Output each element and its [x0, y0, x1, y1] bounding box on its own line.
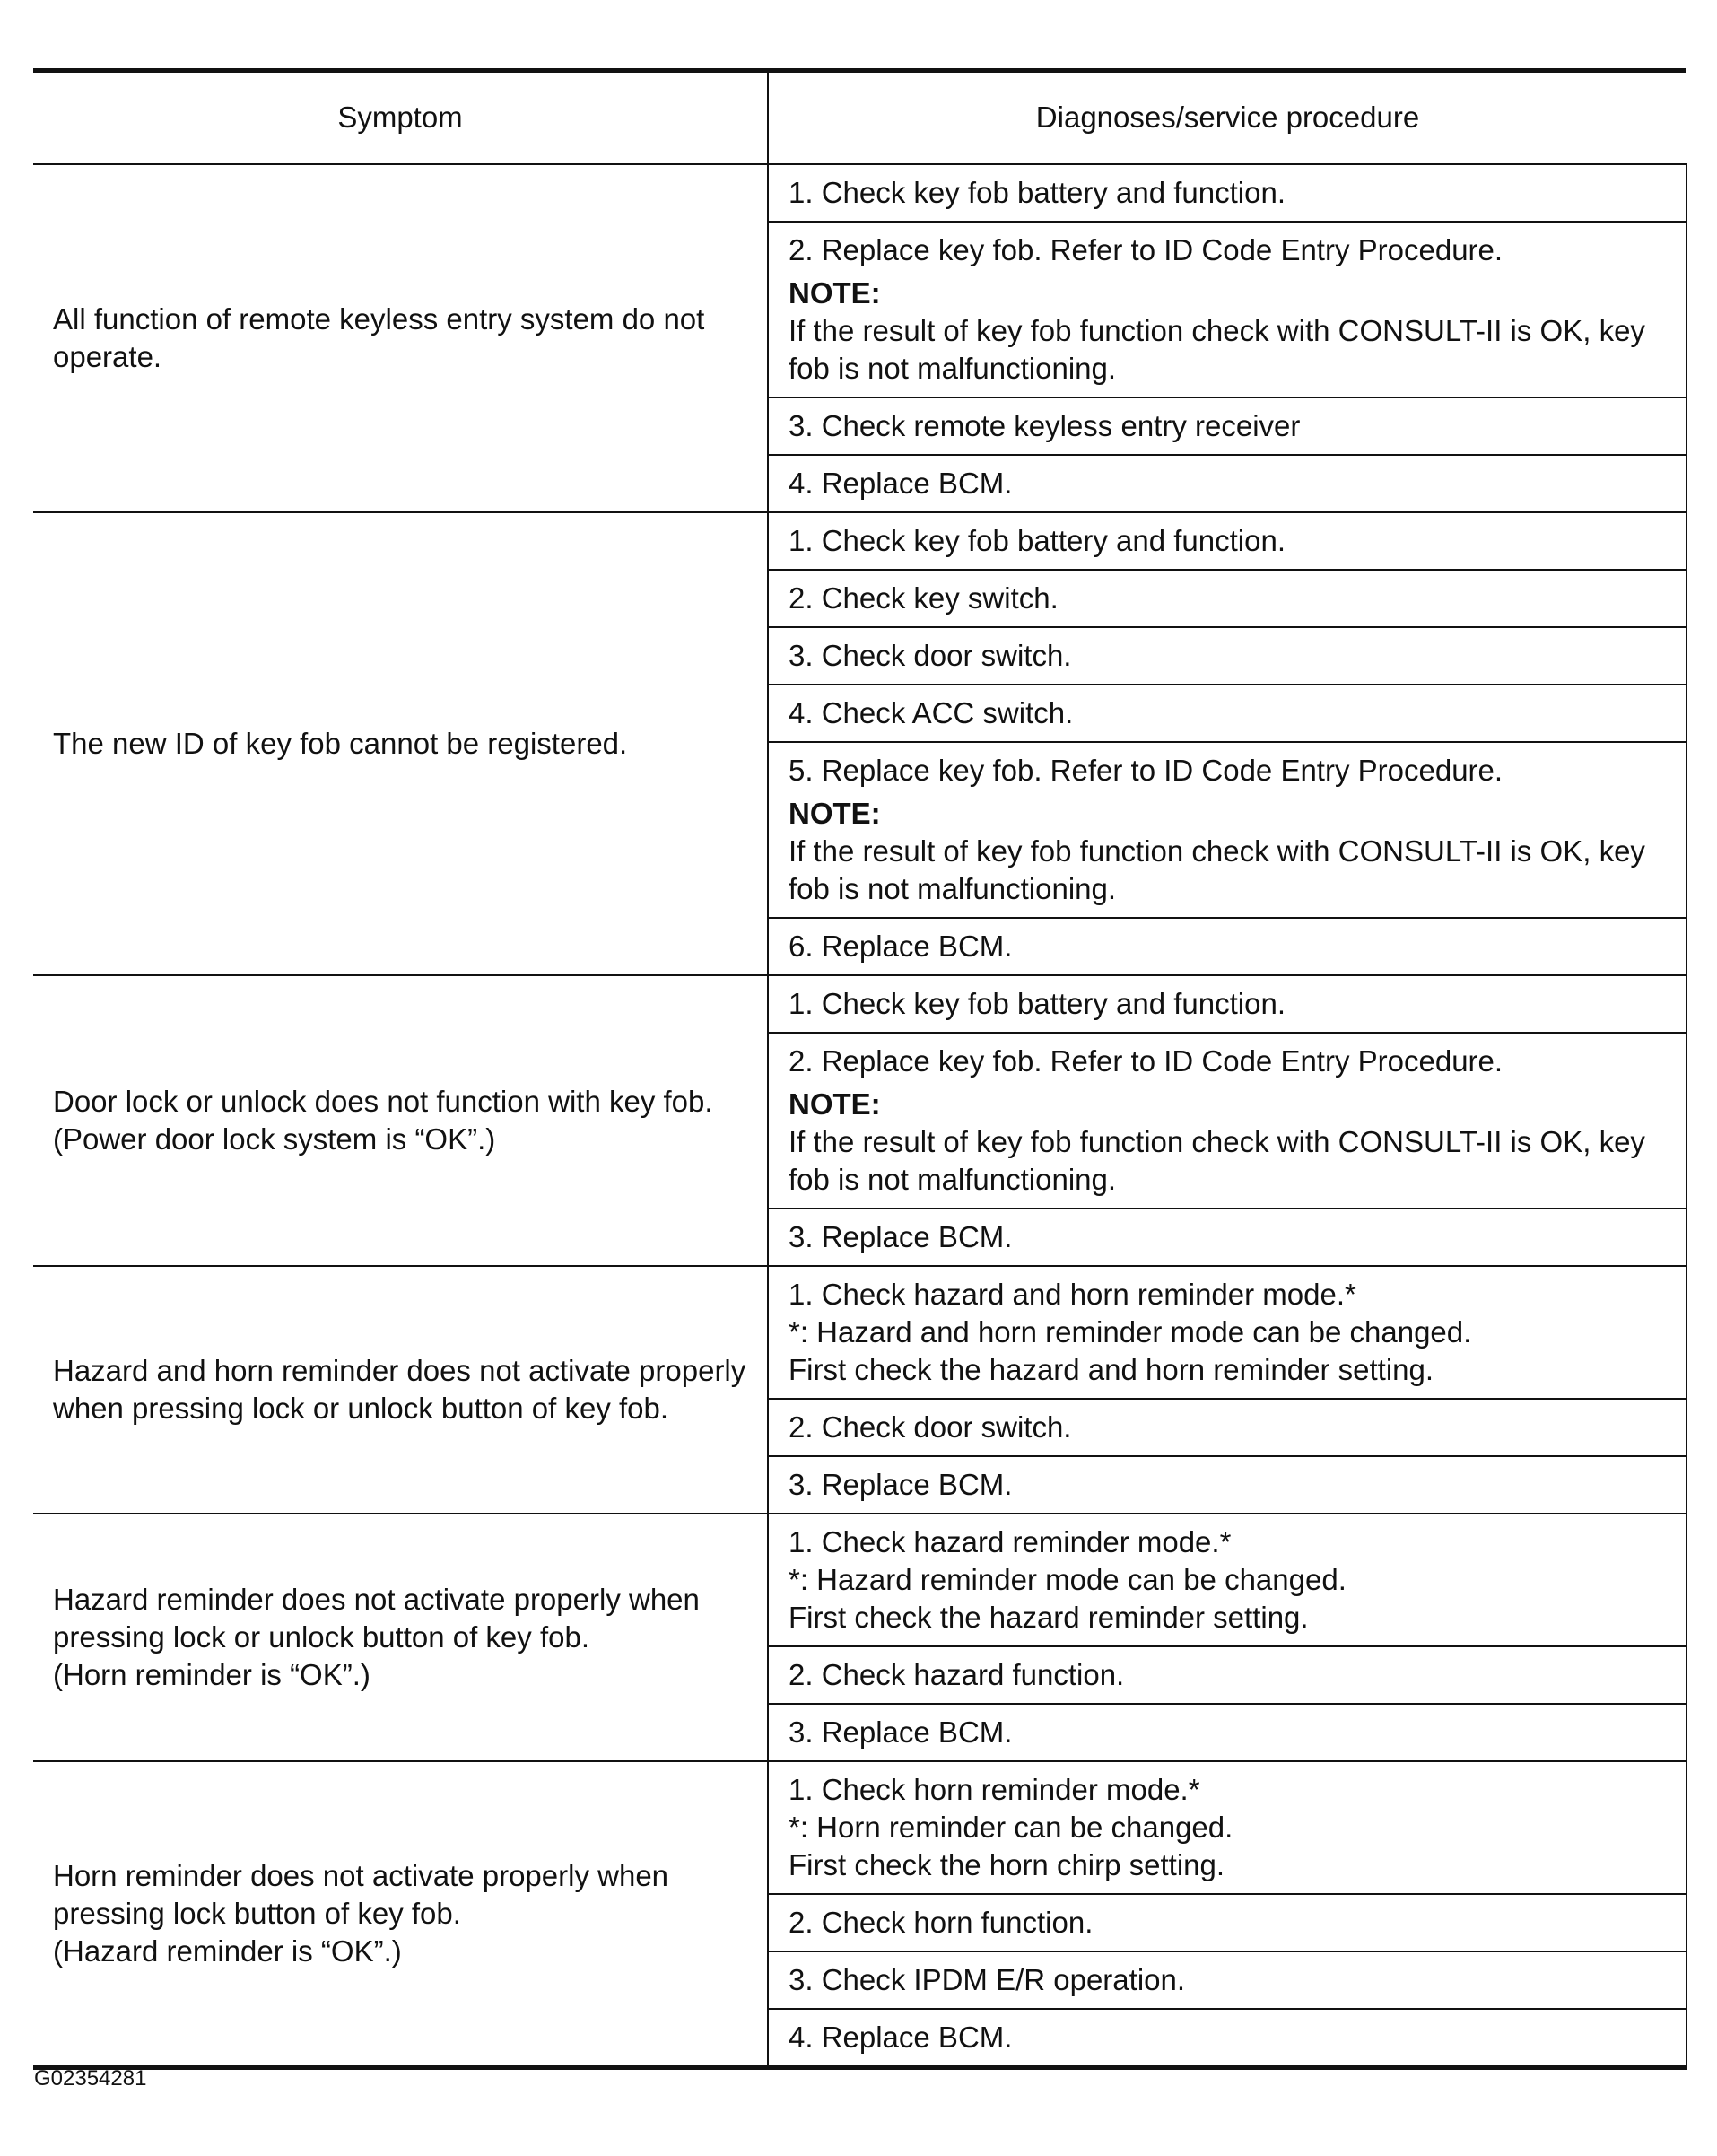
symptom-group [33, 975, 1686, 1266]
procedure-step-cell [768, 1951, 1686, 2009]
procedure-step-text: 2. Replace key fob. Refer to ID Code Entry Procedure. [789, 1043, 1503, 1078]
procedure-step-text: 2. Check horn function. [789, 1905, 1094, 1939]
procedure-step-cell [768, 1646, 1686, 1704]
table-row [33, 512, 1686, 570]
procedure-step-cell [768, 1704, 1686, 1761]
procedure-step-cell [768, 570, 1686, 627]
symptom-cell: Hazard and horn reminder does not activate properly when pressing lock or unlock button of key fob. [33, 1266, 768, 1514]
procedure-step-cell [768, 975, 1686, 1033]
procedure-step-cell [768, 918, 1686, 975]
symptom-group [33, 512, 1686, 975]
procedure-step-cell [768, 1514, 1686, 1646]
procedure-step-cell [768, 2009, 1686, 2068]
symptom-column-header: Symptom [33, 71, 768, 164]
symptom-group [33, 1514, 1686, 1761]
symptom-cell: The new ID of key fob cannot be registered. [33, 512, 768, 975]
header-row [33, 71, 1686, 164]
note-text: If the result of key fob function check with CONSULT-II is OK, key fob is not malfunctioning. [789, 1124, 1645, 1196]
symptom-diagnosis-table [33, 68, 1687, 2070]
procedure-step-cell [768, 397, 1686, 455]
note-text: If the result of key fob function check with CONSULT-II is OK, key fob is not malfunctioning. [789, 834, 1645, 905]
procedure-step-cell [768, 1761, 1686, 1894]
table-row [33, 1761, 1686, 1894]
procedure-step-text: 6. Replace BCM. [789, 929, 1013, 963]
procedure-step-cell [768, 512, 1686, 570]
note-label: NOTE: [789, 1087, 881, 1121]
procedure-step-cell [768, 742, 1686, 918]
procedure-step-text: 3. Check remote keyless entry receiver [789, 408, 1301, 442]
symptom-group [33, 164, 1686, 512]
symptom-group [33, 1761, 1686, 2068]
procedure-step-text: 3. Check IPDM E/R operation. [789, 1962, 1186, 1996]
procedure-step-text: 2. Check door switch. [789, 1410, 1072, 1444]
table-row [33, 164, 1686, 222]
procedure-step-text: 1. Check hazard and horn reminder mode.* *: Hazard and horn reminder mode can be changed. First check the hazard and horn reminder setting. [789, 1277, 1472, 1386]
procedure-step-text: 3. Replace BCM. [789, 1219, 1013, 1253]
procedure-step-text: 1. Check hazard reminder mode.* *: Hazard reminder mode can be changed. First check the hazard reminder setting. [789, 1524, 1347, 1634]
procedure-step-text: 2. Check key switch. [789, 580, 1059, 615]
procedure-step-cell [768, 1033, 1686, 1209]
procedure-step-text: 1. Check key fob battery and function. [789, 175, 1286, 209]
procedure-step-cell [768, 1456, 1686, 1514]
procedure-step-text: 3. Replace BCM. [789, 1467, 1013, 1501]
procedure-step-cell [768, 1266, 1686, 1399]
procedure-column-header: Diagnoses/service procedure [768, 71, 1686, 164]
note-text: If the result of key fob function check with CONSULT-II is OK, key fob is not malfunctioning. [789, 313, 1645, 385]
procedure-step-text: 4. Replace BCM. [789, 2020, 1013, 2054]
procedure-step-cell [768, 455, 1686, 512]
symptom-group [33, 1266, 1686, 1514]
note-label: NOTE: [789, 796, 881, 830]
procedure-step-cell [768, 685, 1686, 742]
procedure-step-cell [768, 1209, 1686, 1266]
procedure-step-cell [768, 1894, 1686, 1951]
figure-id: G02354281 [34, 2066, 147, 2091]
procedure-step-text: 2. Check hazard function. [789, 1657, 1125, 1691]
procedure-step-cell [768, 164, 1686, 222]
symptom-cell: Hazard reminder does not activate properly when pressing lock or unlock button of key fob. (Horn reminder is “OK”.) [33, 1514, 768, 1761]
procedure-step-cell [768, 222, 1686, 397]
table-row [33, 1514, 1686, 1646]
table-row [33, 975, 1686, 1033]
procedure-step-text: 3. Check door switch. [789, 638, 1072, 672]
symptom-cell: Door lock or unlock does not function with key fob. (Power door lock system is “OK”.) [33, 975, 768, 1266]
procedure-step-cell [768, 627, 1686, 685]
procedure-step-text: 5. Replace key fob. Refer to ID Code Entry Procedure. [789, 753, 1503, 787]
symptom-cell: Horn reminder does not activate properly when pressing lock button of key fob. (Hazard reminder is “OK”.) [33, 1761, 768, 2068]
table-row [33, 1266, 1686, 1399]
procedure-step-text: 1. Check key fob battery and function. [789, 523, 1286, 557]
procedure-step-text: 3. Replace BCM. [789, 1715, 1013, 1749]
procedure-step-text: 1. Check key fob battery and function. [789, 986, 1286, 1020]
symptom-cell: All function of remote keyless entry system do not operate. [33, 164, 768, 512]
procedure-step-text: 4. Check ACC switch. [789, 695, 1074, 729]
note-label: NOTE: [789, 275, 881, 310]
procedure-step-text: 1. Check horn reminder mode.* *: Horn reminder can be changed. First check the horn chirp setting. [789, 1772, 1233, 1881]
procedure-step-text: 2. Replace key fob. Refer to ID Code Entry Procedure. [789, 232, 1503, 266]
table-header [33, 71, 1686, 164]
procedure-step-cell [768, 1399, 1686, 1456]
procedure-step-text: 4. Replace BCM. [789, 466, 1013, 500]
diagnosis-table-container [33, 68, 1686, 2070]
